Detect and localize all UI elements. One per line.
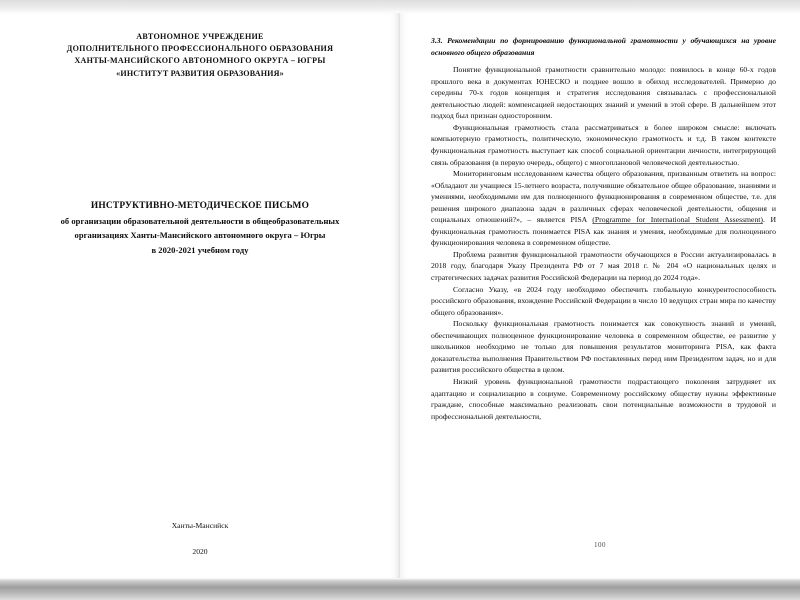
pisa-text-after-link: . И функциональная грамотность понимается PISA как знания и умения, необходимые для полноценного функционирования человека в современном обществе. (431, 215, 776, 248)
imprint-block (26, 519, 374, 558)
document-subtitle-line-1: об организации образовательной деятельности в общеобразовательных (60, 216, 340, 226)
org-header-line-1: АВТОНОМНОЕ УЧРЕЖДЕНИЕ (136, 32, 264, 41)
org-header-line-4: «ИНСТИТУТ РАЗВИТИЯ ОБРАЗОВАНИЯ» (116, 68, 284, 78)
imprint-year: 2020 (192, 547, 208, 556)
section-heading-3-3: 3.3. Рекомендации по формированию функциональной грамотности у обучающихся на уровне основного общего образования (431, 36, 776, 57)
document-title-block (26, 199, 374, 257)
document-title-main: ИНСТРУКТИВНО-МЕТОДИЧЕСКОЕ ПИСЬМО (90, 201, 310, 211)
page-left-title-page (0, 13, 400, 578)
body-paragraph-6: Поскольку функциональная грамотность понимается как совокупность знаний и умений, обеспечивающих полноценное функционирование человека в современном обществе, ее развитие у школьников необходимо не только для повышения результатов мониторинга PISA, как факта доказательства выполнения Правительством РФ поставленных перед ним Президентом задач, но и для развития российского общества в целом. (431, 319, 776, 375)
page-number: 100 (594, 541, 606, 549)
imprint-city: Ханты-Мансийск (171, 521, 229, 530)
page-spread (0, 13, 800, 578)
pisa-expansion-link[interactable]: (Programme for International Student Assessment) (592, 215, 763, 225)
page-right-content-page (400, 13, 800, 578)
body-paragraph-7: Низкий уровень функциональной грамотности подрастающего поколения затрудняет их адаптацию и социализацию в социуме. Современному российскому обществу нужны эффективные граждане, способные максимально реализовать свои потенциальные возможности в трудовой и профессиональной деятельности, (431, 376, 776, 421)
body-paragraph-1: Понятие функциональной грамотности сравнительно молодо: появилось в конце 60-х годов прошлого века в документах ЮНЕСКО и позднее вошло в обиход исследователей. Примерно до середины 70-х годов концепция и стратегия исследования связывалась с профессиональной деятельностью людей: компенсацией недостающих знаний и умений в этой сфере. В дальнейшем этот подход был признан односторонним. (431, 65, 776, 121)
viewer-top-chrome (0, 0, 800, 13)
pisa-text-before-link: Мониторинговым исследованием качества общего образования, призванным ответить на вопрос: «Обладают ли учащиеся 15-летнего возраста, получившие обязательное общее образование, знаниями и умениями, необходимыми им для полноценного функционирования в современном обществе, т.е. для решения широкого диапазона задач в различных сферах человеческой деятельности, общения и социальных отношений?», – является PISA (431, 169, 776, 225)
document-subtitle-line-3: в 2020-2021 учебном году (151, 244, 249, 255)
body-paragraph-2: Функциональная грамотность стала рассматриваться в более широком смысле: включать компьютерную грамотность, политическую, экономическую грамотность и т.д. В таком контексте функциональная грамотность выступает как способ социальной ориентации личности, интегрирующей связь образования (в первую очередь, общего) с многоплановой человеческой деятельностью. (431, 122, 776, 167)
document-subtitle-line-2: организациях Ханты-Мансийского автономного округа – Югры (74, 230, 326, 241)
org-header-line-3: ХАНТЫ-МАНСИЙСКОГО АВТОНОМНОГО ОКРУГА – ЮГРЫ (74, 56, 326, 66)
body-paragraph-pisa (431, 168, 776, 249)
viewer-bottom-chrome (0, 578, 800, 600)
body-paragraph-5: Согласно Указу, «в 2024 году необходимо обеспечить глобальную конкурентоспособность российского образования, вхождение Российской Федерации в число 10 ведущих стран мира по качеству общего образования». (431, 284, 776, 317)
body-paragraph-4: Проблема развития функциональной грамотности обучающихся в России актуализировалась в 2018 году, благодаря Указу Президента РФ от 7 мая 2018 г. № 204 «О национальных целях и стратегических задачах развития Российской Федерации на период до 2024 года». (431, 249, 776, 283)
page-right-text-column (431, 35, 776, 422)
org-header-line-2: ДОПОЛНИТЕЛЬНОГО ПРОФЕССИОНАЛЬНОГО ОБРАЗОВАНИЯ (66, 44, 334, 54)
organization-header (28, 31, 372, 80)
